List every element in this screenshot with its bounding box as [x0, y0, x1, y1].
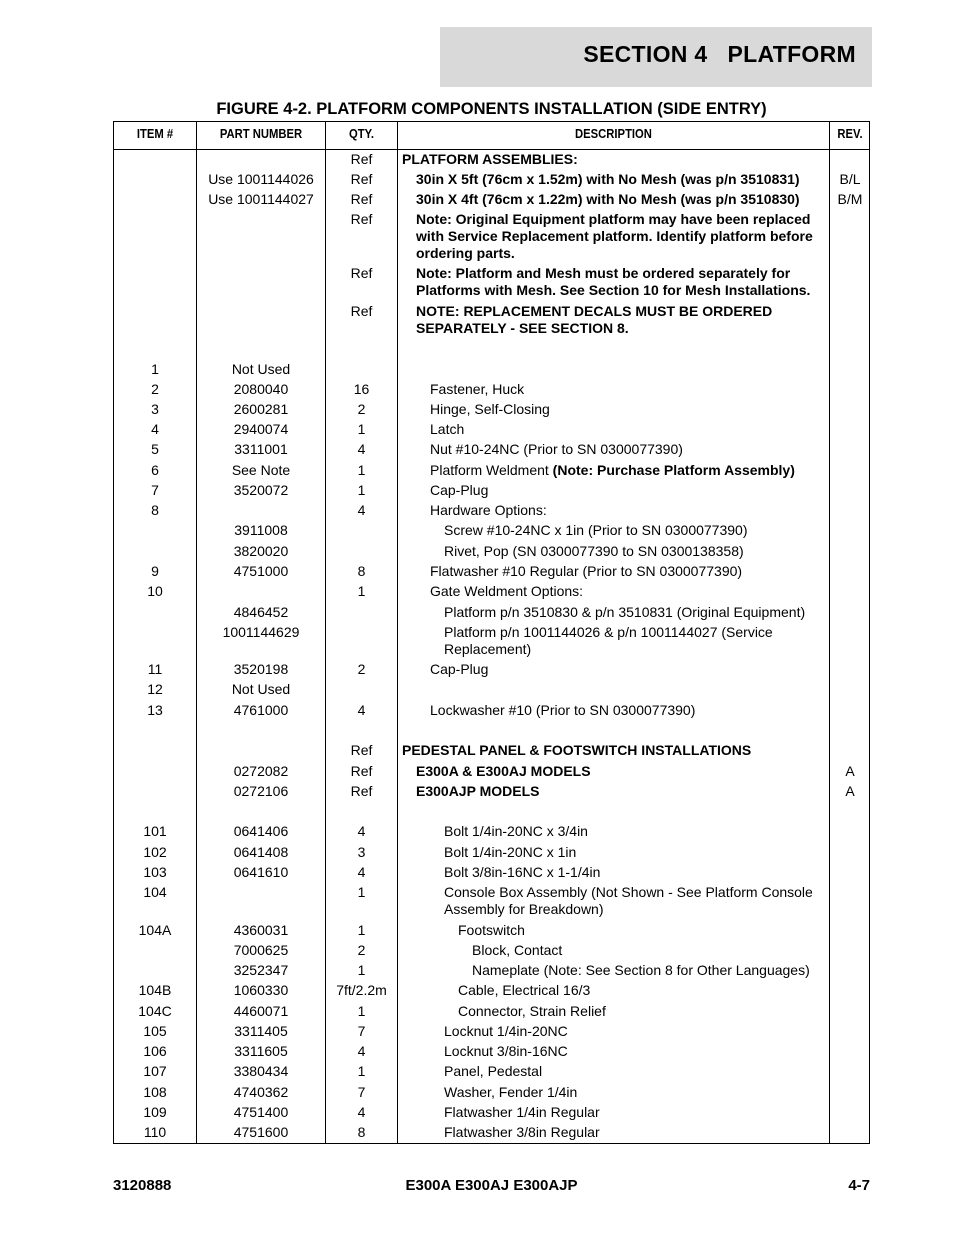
item-number: 103: [143, 864, 167, 880]
item-number: 11: [147, 661, 163, 677]
quantity: 3: [357, 844, 366, 860]
part-number: 3311605: [234, 1043, 288, 1059]
item-number: 13: [147, 702, 163, 718]
description: Flatwasher #10 Regular (Prior to SN 0300077390): [430, 563, 743, 579]
part-number: Not Used: [231, 681, 291, 697]
item-number: 108: [143, 1084, 167, 1100]
part-number: 0641406: [233, 823, 289, 839]
item-number: 104: [143, 884, 167, 900]
item-number: 2: [151, 381, 159, 397]
part-number: 3311405: [234, 1023, 288, 1039]
description: Bolt 3/8in-16NC x 1-1/4in: [444, 864, 601, 880]
description: Flatwasher 3/8in Regular: [444, 1124, 600, 1140]
quantity: 8: [357, 1124, 366, 1140]
quantity: 7: [357, 1084, 366, 1100]
item-number: 8: [151, 502, 159, 518]
item-number: 104C: [138, 1003, 172, 1019]
item-number: 9: [151, 563, 159, 579]
part-number: 3820020: [233, 543, 289, 559]
description: Panel, Pedestal: [444, 1063, 543, 1079]
quantity: 1: [357, 421, 366, 437]
part-number: 2600281: [233, 401, 289, 417]
quantity: 1: [357, 583, 366, 599]
description: Cap-Plug: [430, 482, 489, 498]
item-number: 105: [143, 1023, 167, 1039]
part-number: 4360031: [233, 922, 289, 938]
part-number: 2080040: [233, 381, 289, 397]
item-number: 101: [143, 823, 167, 839]
description: Rivet, Pop (SN 0300077390 to SN 0300138358): [444, 543, 744, 559]
item-number: 106: [143, 1043, 167, 1059]
description: Hinge, Self-Closing: [430, 401, 550, 417]
description: Nameplate (Note: See Section 8 for Other Languages): [472, 962, 810, 978]
section-title: SECTION 4 PLATFORM: [583, 41, 856, 67]
quantity: 2: [357, 942, 366, 958]
description: Cap-Plug: [430, 661, 489, 677]
revision: A: [845, 783, 855, 799]
part-number: 2940074: [233, 421, 289, 437]
part-number: 1060330: [233, 982, 289, 998]
part-number: 3380434: [233, 1063, 289, 1079]
description: E300A & E300AJ MODELS: [416, 763, 591, 779]
description: Note: Original Equipment platform may have been replaced with Service Replacement platform. Identify platform before ordering parts.: [416, 211, 813, 261]
description: Gate Weldment Options:: [430, 583, 584, 599]
item-number: 6: [151, 462, 159, 478]
item-number: 102: [143, 844, 167, 860]
description: Platform Weldment (Note: Purchase Platform Assembly): [430, 462, 795, 478]
description: 30in X 4ft (76cm x 1.22m) with No Mesh (was p/n 3510830): [416, 191, 800, 207]
part-number: 3911008: [234, 522, 288, 538]
quantity: 4: [357, 1104, 366, 1120]
item-number: 110: [143, 1124, 167, 1140]
quantity: 1: [357, 922, 366, 938]
revision: A: [845, 763, 855, 779]
quantity: 1: [357, 884, 366, 900]
column-divider: [829, 122, 830, 1143]
description: Platform p/n 1001144026 & p/n 1001144027 (Service Replacement): [444, 624, 773, 657]
quantity: 1: [357, 1063, 366, 1079]
quantity: 1: [357, 962, 366, 978]
header-divider: [114, 149, 869, 150]
description: Washer, Fender 1/4in: [444, 1084, 578, 1100]
part-number: 0641610: [233, 864, 289, 880]
item-number: 7: [151, 482, 159, 498]
description: Block, Contact: [472, 942, 563, 958]
part-number: 0272106: [233, 783, 289, 799]
header-description: DESCRIPTION: [575, 127, 652, 141]
description: Bolt 1/4in-20NC x 1in: [444, 844, 577, 860]
description: E300AJP MODELS: [416, 783, 540, 799]
quantity: 7ft/2.2m: [336, 982, 387, 998]
quantity: 7: [357, 1023, 366, 1039]
part-number: 4751000: [233, 563, 289, 579]
part-number: 4740362: [233, 1084, 289, 1100]
quantity: 16: [353, 381, 370, 397]
footer-page-number: 4-7: [848, 1177, 870, 1194]
part-number: Use 1001144027: [208, 191, 314, 207]
description: Platform p/n 3510830 & p/n 3510831 (Original Equipment): [444, 604, 806, 620]
quantity: 2: [357, 661, 366, 677]
part-number: 3520072: [233, 482, 289, 498]
description: NOTE: REPLACEMENT DECALS MUST BE ORDERED SEPARATELY - SEE SECTION 8.: [416, 303, 773, 336]
description: Hardware Options:: [430, 502, 547, 518]
quantity: 4: [357, 1043, 366, 1059]
quantity: Ref: [350, 303, 373, 319]
item-number: 109: [143, 1104, 167, 1120]
parts-table: [113, 121, 870, 1144]
item-number: 4: [151, 421, 159, 437]
quantity: Ref: [350, 171, 373, 187]
part-number: 1001144629: [222, 624, 300, 640]
description: Note: Platform and Mesh must be ordered separately for Platforms with Mesh. See Section 10 for Mesh Installations.: [416, 265, 811, 298]
header-qty: QTY.: [348, 127, 375, 141]
footer-models: E300A E300AJ E300AJP: [405, 1177, 578, 1194]
part-number: 0641408: [233, 844, 289, 860]
figure-title: FIGURE 4-2. PLATFORM COMPONENTS INSTALLATION (SIDE ENTRY): [216, 100, 767, 118]
header-rev: REV.: [837, 127, 863, 141]
item-number: 10: [147, 583, 163, 599]
quantity: Ref: [350, 265, 373, 281]
part-number: 0272082: [233, 763, 289, 779]
part-number: 4751600: [233, 1124, 289, 1140]
section-banner: [440, 27, 872, 87]
part-number: 4846452: [233, 604, 289, 620]
item-number: 104B: [138, 982, 172, 998]
column-divider: [397, 122, 398, 1143]
revision: B/L: [839, 171, 861, 187]
description: PLATFORM ASSEMBLIES:: [402, 151, 578, 167]
quantity: 4: [357, 864, 366, 880]
description: Nut #10-24NC (Prior to SN 0300077390): [430, 441, 683, 457]
part-number: See Note: [231, 462, 291, 478]
quantity: Ref: [350, 763, 373, 779]
item-number: 104A: [138, 922, 172, 938]
quantity: Ref: [350, 191, 373, 207]
description: Cable, Electrical 16/3: [458, 982, 591, 998]
quantity: 4: [357, 441, 366, 457]
quantity: 4: [357, 823, 366, 839]
header-item: ITEM #: [136, 127, 174, 141]
header-part-number: PART NUMBER: [219, 127, 303, 141]
part-number: 3520198: [233, 661, 289, 677]
description: Connector, Strain Relief: [458, 1003, 606, 1019]
item-number: 107: [143, 1063, 167, 1079]
part-number: 4761000: [233, 702, 289, 718]
description: Fastener, Huck: [430, 381, 525, 397]
quantity: 1: [357, 482, 366, 498]
item-number: 1: [151, 361, 159, 377]
part-number: 4751400: [233, 1104, 289, 1120]
part-number: 7000625: [233, 942, 289, 958]
part-number: 4460071: [233, 1003, 289, 1019]
description-bold-note: (Note: Purchase Platform Assembly): [552, 462, 795, 478]
quantity: 8: [357, 563, 366, 579]
description: Flatwasher 1/4in Regular: [444, 1104, 600, 1120]
description: 30in X 5ft (76cm x 1.52m) with No Mesh (was p/n 3510831): [416, 171, 800, 187]
description: Locknut 3/8in-16NC: [444, 1043, 568, 1059]
quantity: Ref: [350, 783, 373, 799]
item-number: 12: [147, 681, 163, 697]
quantity: 1: [357, 1003, 366, 1019]
description: Lockwasher #10 (Prior to SN 0300077390): [430, 702, 696, 718]
quantity: 4: [357, 702, 366, 718]
description: Locknut 1/4in-20NC: [444, 1023, 568, 1039]
revision: B/M: [837, 191, 863, 207]
quantity: 2: [357, 401, 366, 417]
item-number: 3: [151, 401, 159, 417]
description: Latch: [430, 421, 465, 437]
quantity: 1: [357, 462, 366, 478]
part-number: 3252347: [233, 962, 289, 978]
quantity: Ref: [350, 211, 373, 227]
item-number: 5: [151, 441, 159, 457]
quantity: 4: [357, 502, 366, 518]
part-number: Use 1001144026: [208, 171, 314, 187]
part-number: 3311001: [234, 441, 288, 457]
description: Screw #10-24NC x 1in (Prior to SN 0300077390): [444, 522, 748, 538]
quantity: Ref: [350, 151, 373, 167]
description: Bolt 1/4in-20NC x 3/4in: [444, 823, 588, 839]
part-number: Not Used: [231, 361, 291, 377]
footer-doc-number: 3120888: [113, 1177, 172, 1194]
description: PEDESTAL PANEL & FOOTSWITCH INSTALLATIONS: [402, 742, 752, 758]
quantity: Ref: [350, 742, 373, 758]
description: Footswitch: [458, 922, 525, 938]
description: Console Box Assembly (Not Shown - See Platform Console Assembly for Breakdown): [444, 884, 813, 917]
